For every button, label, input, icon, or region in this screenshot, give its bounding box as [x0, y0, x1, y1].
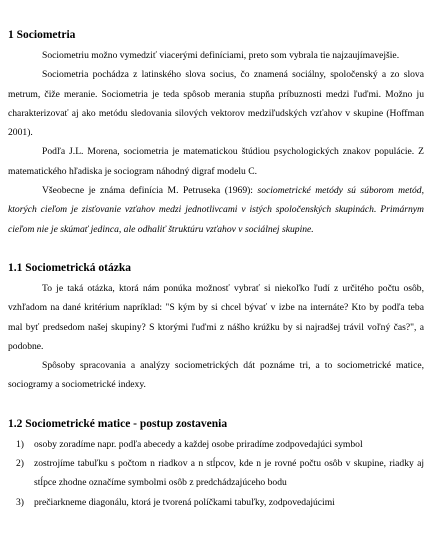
paragraph-moreno: Podľa J.L. Morena, sociometria je matematickou štúdiou psychologických znakov populácie. Z matematického hľadiska je sociogram náhodný digraf modelu C.	[8, 146, 424, 177]
list-item	[8, 493, 424, 512]
list-item	[8, 435, 424, 454]
list-item-number: 1)	[16, 438, 24, 450]
steps-list	[8, 435, 424, 512]
paragraph-petrusek	[8, 181, 424, 239]
section-heading-otazka: 1.1 Sociometrická otázka	[8, 261, 131, 274]
petrusek-definition-text: sociometrické metódy sú súborom metód, ktorých cieľom je zisťovanie vzťahov medzi jednotlivcami v istých spoločenských skupinách. Primárnym cieľom nie je skúmať jedinca, ale odhaliť štruktúru vzťahov v sociálnej skupine.	[8, 185, 424, 235]
section-heading-sociometria: 1 Sociometria	[8, 29, 76, 41]
paragraph-intro: Sociometriu možno vymedziť viacerými definíciami, preto som vybrala tie najzaujímavejšie.	[42, 50, 400, 61]
list-item-text: prečiarkneme diagonálu, ktorá je tvorená políčkami tabuľky, zodpovedajúcimi	[34, 496, 335, 508]
list-item-text: zostrojíme tabuľku s počtom n riadkov a n stĺpcov, kde n je rovné počtu osôb v skupine, riadky aj stĺpce zhodne označíme symbolmi osôb z predchádzajúceho bodu	[34, 458, 424, 489]
petrusek-intro-text: Všeobecne je známa definícia M. Petruseka (1969):	[42, 185, 258, 197]
list-item-number: 2)	[16, 458, 24, 470]
paragraph-sposoby: Spôsoby spracovania a analýzy sociometrických dát poznáme tri, a to sociometrické matice, sociogramy a sociometrické indexy.	[8, 360, 424, 391]
list-item-text: osoby zoradíme napr. podľa abecedy a každej osobe priradíme zodpovedajúci symbol	[34, 438, 363, 450]
paragraph-etymology: Sociometria pochádza z latinského slova socius, čo znamená sociálny, spoločenský a zo slova metrum, čiže meranie. Sociometria je teda spôsob merania stupňa príbuznosti medzi ľuďmi. Možno ju charakterizovať aj ako metódu sledovania silových vektorov medziľudských vzťahov v skupine (Hoffman 2001).	[8, 69, 424, 139]
paragraph-otazka: To je taká otázka, ktorá nám ponúka možnosť vybrať si niekoľko ľudí z určitého počtu osôb, vzhľadom na dané kritérium napríklad: "S kým by si chcel bývať v izbe na internáte? Kto by podľa teba mal byť predsedom našej skupiny? S ktorými ľuďmi z nášho krúžku by si najradšej trávil voľný čas?", a podobne.	[8, 282, 424, 352]
section-heading-matice: 1.2 Sociometrické matice - postup zostavenia	[8, 417, 228, 430]
list-item-number: 3)	[16, 496, 24, 508]
list-item	[8, 454, 424, 493]
